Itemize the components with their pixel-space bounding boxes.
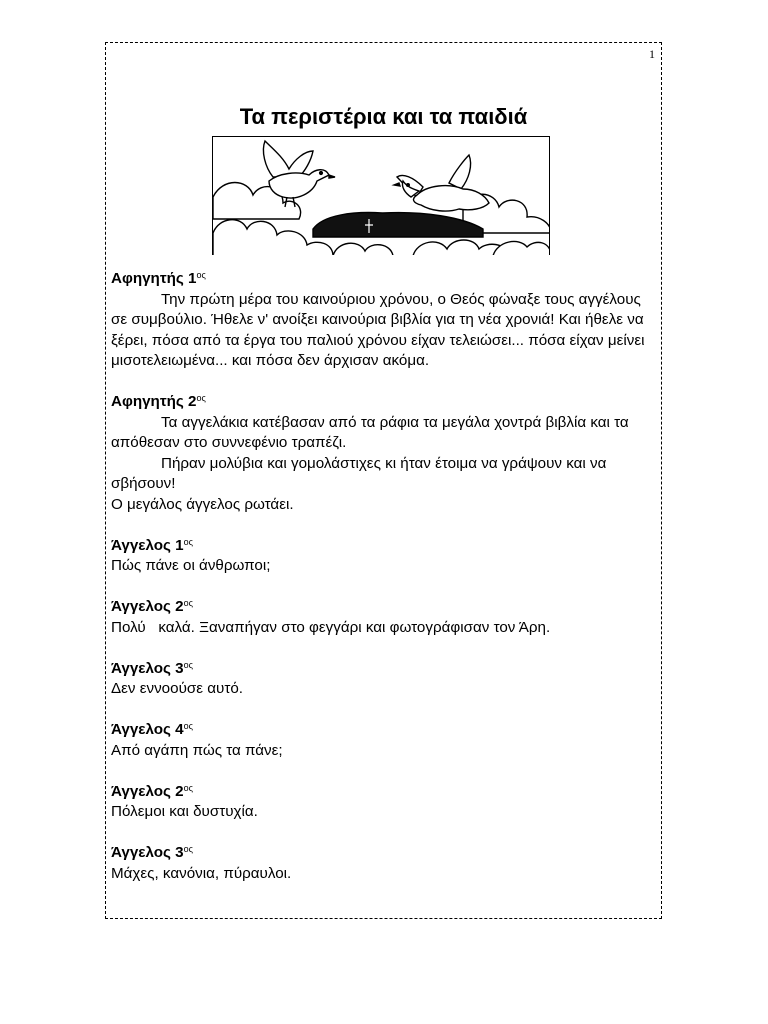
dialogue-line: Πολύ καλά. Ξαναπήγαν στο φεγγάρι και φωτογράφισαν τον Άρη.: [111, 618, 551, 636]
dialogue-block: [111, 392, 656, 515]
dialogue-line: Από αγάπη πώς τα πάνε;: [111, 741, 283, 759]
speaker-name: Άγγελος $2^{o\varsigma}$: [111, 598, 193, 615]
page-frame: [105, 42, 662, 919]
speaker-name: Άγγελος $3^{o\varsigma}$: [111, 844, 193, 861]
narration-paragraph: Τα αγγελάκια κατέβασαν από τα ράφια τα μεγάλα χοντρά βιβλία και τα απόθεσαν στο συννεφένιο τραπέζι.: [111, 413, 629, 451]
dialogue-line: Μάχες, κανόνια, πύραυλοι.: [111, 864, 292, 882]
narration-paragraph: Την πρώτη μέρα του καινούριου χρόνου, ο Θεός φώναξε τους αγγέλους σε συμβούλιο. Ήθελε ν' ανοίξει καινούρια βιβλία για τη νέα χρονιά! Και ήθελε να ξέρει, πόσα από τα έργα του παλιού χρόνου είχαν τελειώσει... πόσα είχαν μείνει μισοτελειωμένα... και πόσα δεν άρχισαν ακόμα.: [111, 290, 645, 369]
dialogue-line: Πόλεμοι και δυστυχία.: [111, 803, 258, 820]
speaker-name: Αφηγητής $1^{o\varsigma}$: [111, 270, 206, 287]
narration-paragraph: Ο μεγάλος άγγελος ρωτάει.: [111, 495, 294, 513]
speaker-name: Άγγελος $1^{o\varsigma}$: [111, 536, 193, 554]
speaker-name: Άγγελος $2^{o\varsigma}$: [111, 782, 193, 800]
dialogue-line: Δεν εννοούσε αυτό.: [111, 680, 244, 697]
story-text: [111, 269, 656, 905]
page-title: Τα περιστέρια και τα παιδιά: [239, 104, 528, 129]
narration-paragraph: Πήραν μολύβια και γομολάστιχες κι ήταν έτοιμα να γράψουν και να σβήσουν!: [111, 454, 607, 492]
page-number: 1: [649, 47, 655, 61]
dialogue-block: [111, 659, 656, 700]
dialogue-block: [111, 720, 656, 761]
doves-clouds-illustration: [212, 136, 550, 255]
dialogue-block: [111, 269, 656, 372]
dialogue-block: [111, 597, 656, 638]
speaker-name: Άγγελος $4^{o\varsigma}$: [111, 721, 193, 738]
dialogue-line: Πώς πάνε οι άνθρωποι;: [111, 557, 271, 574]
speaker-name: Αφηγητής $2^{o\varsigma}$: [111, 393, 206, 410]
dialogue-block: [111, 782, 656, 823]
speaker-name: Άγγελος $3^{o\varsigma}$: [111, 659, 193, 677]
dialogue-block: [111, 536, 656, 577]
doves-clouds-drawing: [213, 137, 550, 255]
dialogue-block: [111, 843, 656, 884]
